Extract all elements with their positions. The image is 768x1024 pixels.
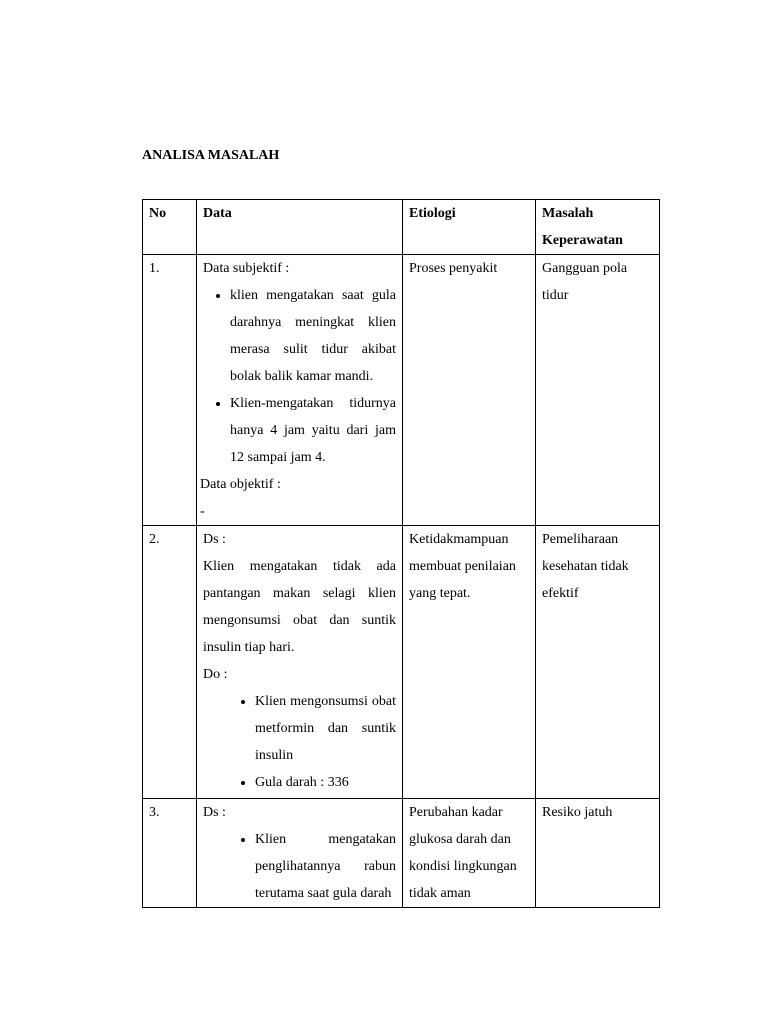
do-value: - (200, 504, 205, 519)
ds-label: Data subjektif : (203, 261, 290, 276)
row-data (197, 526, 403, 799)
table-row (143, 526, 660, 799)
ds-text: Klien mengatakan tidak ada pantangan makan selagi klien mengonsumsi obat dan suntik insulin tiap hari. (203, 559, 396, 655)
row-masalah: Gangguan pola tidur (536, 255, 660, 526)
row-no: 1. (143, 255, 197, 526)
row-masalah: Resiko jatuh (536, 799, 660, 908)
ds-list (203, 826, 396, 907)
do-label: Do : (203, 667, 228, 682)
list-item: • klien mengatakan saat gula darahnya meningkat klien merasa sulit tidur akibat bolak balik kamar mandi. (230, 282, 396, 390)
header-masalah: Masalah Keperawatan (536, 200, 660, 255)
row-etiologi: Ketidakmampuan membuat penilaian yang tepat. (403, 526, 536, 799)
table-header-row (143, 200, 660, 255)
analysis-table (142, 199, 660, 908)
ds-label: Ds : (203, 805, 226, 820)
do-label: Data objektif : (200, 477, 281, 492)
list-item: • Klien mengonsumsi obat metformin dan suntik insulin (255, 688, 396, 769)
do-list (203, 688, 396, 796)
table-row (143, 799, 660, 908)
row-data (197, 799, 403, 908)
header-data: Data (197, 200, 403, 255)
list-item: • Klien-mengatakan tidurnya hanya 4 jam yaitu dari jam 12 sampai jam 4. (230, 390, 396, 471)
row-masalah: Pemeliharaan kesehatan tidak efektif (536, 526, 660, 799)
row-etiologi: Proses penyakit (403, 255, 536, 526)
ds-label: Ds : (203, 532, 226, 547)
ds-list (203, 282, 396, 471)
header-no: No (143, 200, 197, 255)
row-no: 3. (143, 799, 197, 908)
row-etiologi: Perubahan kadar glukosa darah dan kondisi lingkungan tidak aman (403, 799, 536, 908)
row-data (197, 255, 403, 526)
row-no: 2. (143, 526, 197, 799)
list-item: • Gula darah : 336 (255, 769, 396, 796)
header-etiologi: Etiologi (403, 200, 536, 255)
list-item: • Klien mengatakan penglihatannya rabun terutama saat gula darah (255, 826, 396, 907)
table-row (143, 255, 660, 526)
page-title: ANALISA MASALAH (142, 148, 280, 163)
